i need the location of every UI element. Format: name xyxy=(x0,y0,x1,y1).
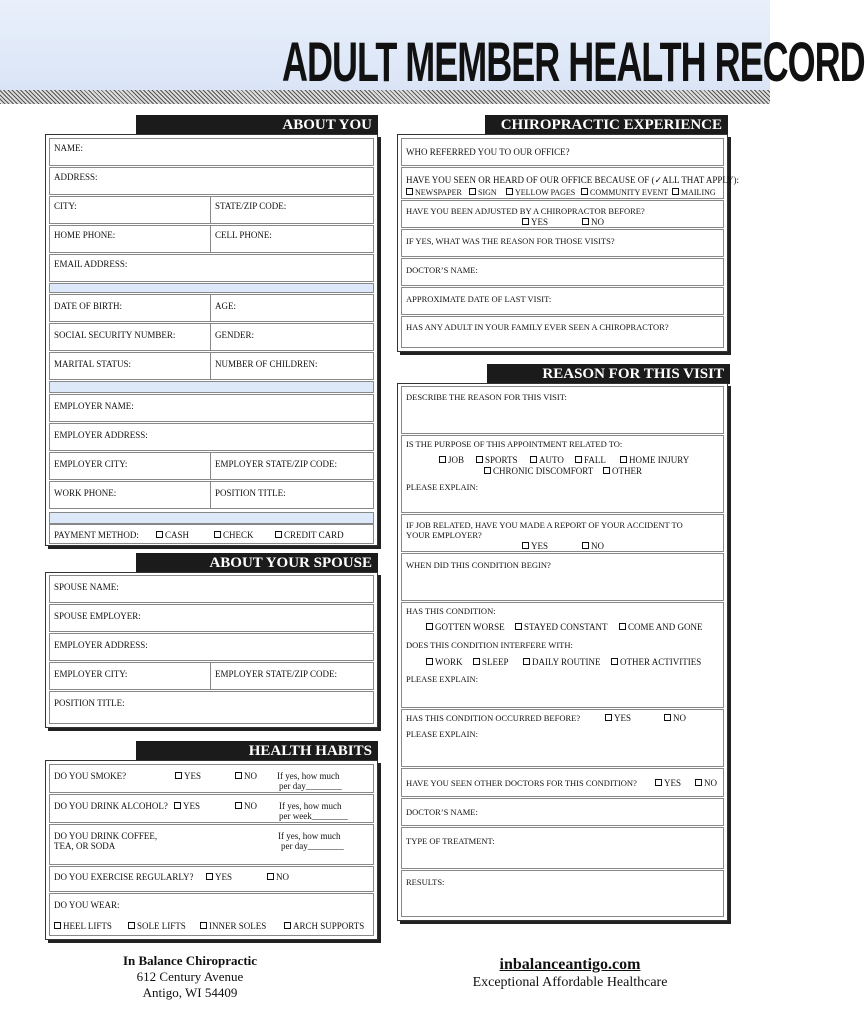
checkbox-icon xyxy=(206,873,213,880)
cash-checkbox[interactable]: CASH xyxy=(156,530,189,541)
exercise-row xyxy=(49,866,374,892)
coffee-per-day[interactable]: per day________ xyxy=(281,841,344,851)
spouse-position-field[interactable] xyxy=(49,691,374,724)
checkbox-icon xyxy=(582,542,589,549)
visit-doctor-field[interactable] xyxy=(401,798,724,826)
exercise-no-checkbox[interactable]: NO xyxy=(267,872,289,883)
smoke-per-day[interactable]: per day________ xyxy=(279,781,342,791)
has-condition-label: HAS THIS CONDITION: xyxy=(406,606,496,616)
purpose-row xyxy=(401,435,724,513)
checkbox-icon xyxy=(476,456,483,463)
chiro-doctor-field[interactable] xyxy=(401,258,724,286)
employer-address-label: EMPLOYER ADDRESS: xyxy=(54,430,148,440)
checkbox-icon xyxy=(522,542,529,549)
checkbox-icon xyxy=(506,188,513,195)
other-doctors-label: HAVE YOU SEEN OTHER DOCTORS FOR THIS CONDITION? xyxy=(406,778,637,788)
spouse-position-label: POSITION TITLE: xyxy=(54,698,125,708)
wear-row xyxy=(49,893,374,936)
name-label: NAME: xyxy=(54,143,83,153)
chiro-experience-heading: CHIROPRACTIC EXPERIENCE xyxy=(485,115,728,135)
checkbox-icon xyxy=(175,772,182,779)
checkbox-icon xyxy=(619,623,626,630)
other-doctors-yes-checkbox[interactable]: YES xyxy=(655,778,681,789)
checkbox-icon xyxy=(581,188,588,195)
come-and-gone-checkbox[interactable]: COME AND GONE xyxy=(619,622,703,633)
dob-label[interactable]: DATE OF BIRTH: xyxy=(54,301,122,311)
divider-band xyxy=(49,512,374,524)
employer-name-field[interactable] xyxy=(49,394,374,422)
smoke-row xyxy=(49,764,374,793)
alcohol-row xyxy=(49,794,374,823)
checkbox-icon xyxy=(439,456,446,463)
exercise-yes-checkbox[interactable]: YES xyxy=(206,872,232,883)
cell-phone-label[interactable]: CELL PHONE: xyxy=(215,230,272,240)
checkbox-icon xyxy=(620,456,627,463)
explain-label[interactable]: PLEASE EXPLAIN: xyxy=(406,674,479,684)
explain-label[interactable]: PLEASE EXPLAIN: xyxy=(406,482,479,492)
community-event-checkbox[interactable]: COMMUNITY EVENT xyxy=(581,187,668,198)
employer-city-row xyxy=(49,452,374,480)
job-report-no-checkbox[interactable]: NO xyxy=(582,541,604,552)
reason-visit-heading: REASON FOR THIS VISIT xyxy=(487,364,730,384)
dob-age-row xyxy=(49,294,374,322)
address-label: ADDRESS: xyxy=(54,172,98,182)
last-visit-label: APPROXIMATE DATE OF LAST VISIT: xyxy=(406,294,552,304)
work-checkbox[interactable]: WORK xyxy=(426,657,463,668)
checkbox-icon xyxy=(672,188,679,195)
children-label[interactable]: NUMBER OF CHILDREN: xyxy=(215,359,318,369)
marital-children-row xyxy=(49,352,374,380)
phone-row xyxy=(49,225,374,253)
employer-state-label[interactable]: EMPLOYER STATE/ZIP CODE: xyxy=(215,459,337,469)
checkbox-icon xyxy=(611,658,618,665)
checkbox-icon xyxy=(473,658,480,665)
checkbox-icon xyxy=(515,623,522,630)
treatment-field[interactable] xyxy=(401,827,724,869)
payment-label: PAYMENT METHOD: xyxy=(54,530,139,540)
checkbox-icon xyxy=(695,779,702,786)
checkbox-icon xyxy=(235,802,242,809)
inner-soles-checkbox[interactable]: INNER SOLES xyxy=(200,921,266,932)
checkbox-icon xyxy=(200,922,207,929)
checkbox-icon xyxy=(523,658,530,665)
job-checkbox[interactable]: JOB xyxy=(439,455,464,466)
sports-checkbox[interactable]: SPORTS xyxy=(476,455,517,466)
other-checkbox[interactable]: OTHER xyxy=(603,466,642,477)
state-zip-label[interactable]: STATE/ZIP CODE: xyxy=(215,201,287,211)
heard-row xyxy=(401,167,740,199)
visit-doctor-label: DOCTOR’S NAME: xyxy=(406,807,478,817)
sole-lifts-checkbox[interactable]: SOLE LIFTS xyxy=(128,921,186,932)
spouse-name-label: SPOUSE NAME: xyxy=(54,582,119,592)
job-report-yes-checkbox[interactable]: YES xyxy=(522,541,548,552)
checkbox-icon xyxy=(575,456,582,463)
spouse-employer-state-label[interactable]: EMPLOYER STATE/ZIP CODE: xyxy=(215,669,337,679)
other-doctors-no-checkbox[interactable]: NO xyxy=(695,778,717,789)
occurred-no-checkbox[interactable]: NO xyxy=(664,713,686,724)
spouse-heading: ABOUT YOUR SPOUSE xyxy=(136,553,378,573)
family-label: HAS ANY ADULT IN YOUR FAMILY EVER SEEN A CHIROPRACTOR? xyxy=(406,322,669,332)
treatment-label: TYPE OF TREATMENT: xyxy=(406,836,495,846)
sleep-checkbox[interactable]: SLEEP xyxy=(473,657,509,668)
alcohol-per-week[interactable]: per week________ xyxy=(279,811,348,821)
home-injury-checkbox[interactable]: HOME INJURY xyxy=(620,455,689,466)
chiro-doctor-label: DOCTOR’S NAME: xyxy=(406,265,478,275)
describe-field[interactable] xyxy=(401,386,724,434)
last-visit-field[interactable] xyxy=(401,287,724,315)
spouse-employer-label: SPOUSE EMPLOYER: xyxy=(54,611,141,621)
interfere-label: DOES THIS CONDITION INTERFERE WITH: xyxy=(406,640,573,650)
checkbox-icon xyxy=(664,714,671,721)
checkbox-icon xyxy=(284,922,291,929)
checkbox-icon xyxy=(530,456,537,463)
occurred-yes-checkbox[interactable]: YES xyxy=(605,713,631,724)
checkbox-icon xyxy=(655,779,662,786)
divider-band xyxy=(49,283,374,293)
purpose-label: IS THE PURPOSE OF THIS APPOINTMENT RELATED TO: xyxy=(406,439,623,449)
begin-field[interactable] xyxy=(401,553,724,601)
adjusted-yes-checkbox[interactable]: YES xyxy=(522,217,548,228)
auto-checkbox[interactable]: AUTO xyxy=(530,455,564,466)
about-you-heading: ABOUT YOU xyxy=(136,115,378,135)
checkbox-icon xyxy=(214,531,221,538)
address-field[interactable] xyxy=(49,167,374,195)
job-report-label-line2: YOUR EMPLOYER? xyxy=(406,530,482,540)
arch-supports-checkbox[interactable]: ARCH SUPPORTS xyxy=(284,921,364,932)
job-report-label-line1: IF JOB RELATED, HAVE YOU MADE A REPORT OF YOUR ACCIDENT TO xyxy=(406,520,683,530)
position-title-label[interactable]: POSITION TITLE: xyxy=(215,488,286,498)
tagline: Exceptional Affordable Healthcare xyxy=(472,975,668,990)
gender-label[interactable]: GENDER: xyxy=(215,330,254,340)
city-state-row xyxy=(49,196,374,224)
visit-reason-field[interactable] xyxy=(401,229,724,257)
daily-routine-checkbox[interactable]: DAILY ROUTINE xyxy=(523,657,601,668)
checkbox-icon xyxy=(426,658,433,665)
employer-address-field[interactable] xyxy=(49,423,374,451)
ssn-label[interactable]: SOCIAL SECURITY NUMBER: xyxy=(54,330,176,340)
other-doctors-row xyxy=(401,768,724,797)
spouse-employer-city-label[interactable]: EMPLOYER CITY: xyxy=(54,669,128,679)
checkbox-icon xyxy=(275,531,282,538)
spouse-employer-city-row xyxy=(49,662,374,690)
city-label[interactable]: CITY: xyxy=(54,201,77,211)
newspaper-checkbox[interactable]: NEWSPAPER xyxy=(406,187,462,198)
checkbox-icon xyxy=(267,873,274,880)
checkbox-icon xyxy=(603,467,610,474)
checkbox-icon xyxy=(235,772,242,779)
heel-lifts-checkbox[interactable]: HEEL LIFTS xyxy=(54,921,112,932)
spouse-employer-address-field[interactable] xyxy=(49,633,374,661)
family-field[interactable] xyxy=(401,316,724,348)
gotten-worse-checkbox[interactable]: GOTTEN WORSE xyxy=(426,622,505,633)
smoke-yes-checkbox[interactable]: YES xyxy=(175,771,201,782)
adjusted-row xyxy=(401,200,724,228)
checkbox-icon xyxy=(128,922,135,929)
divider-band xyxy=(49,381,374,393)
heard-label: HAVE YOU SEEN OR HEARD OF OUR OFFICE BECAUSE OF (✓ALL THAT APPLY): xyxy=(406,175,740,185)
practice-street: 612 Century Avenue xyxy=(136,969,244,984)
begin-label: WHEN DID THIS CONDITION BEGIN? xyxy=(406,560,551,570)
employer-city-label[interactable]: EMPLOYER CITY: xyxy=(54,459,128,469)
alcohol-yes-checkbox[interactable]: YES xyxy=(174,801,200,812)
job-report-row xyxy=(401,514,724,552)
work-phone-row xyxy=(49,481,374,509)
referred-field[interactable] xyxy=(401,138,724,166)
age-label[interactable]: AGE: xyxy=(215,301,236,311)
checkbox-icon xyxy=(582,218,589,225)
smoke-no-checkbox[interactable]: NO xyxy=(235,771,257,782)
checkbox-icon xyxy=(54,922,61,929)
stayed-constant-checkbox[interactable]: STAYED CONSTANT xyxy=(515,622,607,633)
practice-city: Antigo, WI 54409 xyxy=(142,985,238,1000)
document-title: ADULT MEMBER HEALTH RECORD xyxy=(282,30,865,94)
home-phone-label[interactable]: HOME PHONE: xyxy=(54,230,116,240)
email-label: EMAIL ADDRESS: xyxy=(54,259,128,269)
sign-checkbox[interactable]: SIGN xyxy=(469,187,497,198)
health-habits-heading: HEALTH HABITS xyxy=(136,741,378,761)
checkbox-icon xyxy=(469,188,476,195)
checkbox-icon xyxy=(174,802,181,809)
yellow-pages-checkbox[interactable]: YELLOW PAGES xyxy=(506,187,575,198)
checkbox-icon xyxy=(406,188,413,195)
referred-label: WHO REFERRED YOU TO OUR OFFICE? xyxy=(406,147,570,157)
coffee-label-line2: TEA, OR SODA xyxy=(54,841,116,851)
coffee-label-line1: DO YOU DRINK COFFEE, xyxy=(54,831,158,841)
name-field[interactable] xyxy=(49,138,374,166)
exercise-label: DO YOU EXERCISE REGULARLY? xyxy=(54,872,194,882)
work-phone-label[interactable]: WORK PHONE: xyxy=(54,488,117,498)
credit-card-checkbox[interactable]: CREDIT CARD xyxy=(275,530,344,541)
visit-reason-label: IF YES, WHAT WAS THE REASON FOR THOSE VISITS? xyxy=(406,236,615,246)
checkbox-icon xyxy=(522,218,529,225)
condition-row xyxy=(401,602,724,708)
checkbox-icon xyxy=(484,467,491,474)
describe-label: DESCRIBE THE REASON FOR THIS VISIT: xyxy=(406,392,567,402)
alcohol-no-checkbox[interactable]: NO xyxy=(235,801,257,812)
email-field[interactable] xyxy=(49,254,374,282)
ssn-gender-row xyxy=(49,323,374,351)
other-activities-checkbox[interactable]: OTHER ACTIVITIES xyxy=(611,657,701,668)
adjusted-label: HAVE YOU BEEN ADJUSTED BY A CHIROPRACTOR BEFORE? xyxy=(406,206,645,216)
fall-checkbox[interactable]: FALL xyxy=(575,455,606,466)
spouse-employer-field[interactable] xyxy=(49,604,374,632)
checkbox-icon xyxy=(605,714,612,721)
employer-name-label: EMPLOYER NAME: xyxy=(54,401,134,411)
checkbox-icon xyxy=(426,623,433,630)
website-link[interactable]: inbalanceantigo.com xyxy=(499,956,641,973)
alcohol-how-much: If yes, how much xyxy=(279,801,342,811)
payment-row xyxy=(49,524,374,544)
mailing-checkbox[interactable]: MAILING xyxy=(672,187,716,198)
adjusted-no-checkbox[interactable]: NO xyxy=(582,217,604,228)
alcohol-label: DO YOU DRINK ALCOHOL? xyxy=(54,801,168,811)
smoke-how-much: If yes, how much xyxy=(277,771,340,781)
explain-label[interactable]: PLEASE EXPLAIN: xyxy=(406,729,479,739)
occurred-row xyxy=(401,709,724,767)
wear-label: DO YOU WEAR: xyxy=(54,900,120,910)
smoke-label: DO YOU SMOKE? xyxy=(54,771,127,781)
coffee-row xyxy=(49,824,374,865)
check-checkbox[interactable]: CHECK xyxy=(214,530,254,541)
results-field[interactable] xyxy=(401,870,724,917)
marital-label[interactable]: MARITAL STATUS: xyxy=(54,359,131,369)
checkbox-icon xyxy=(156,531,163,538)
results-label: RESULTS: xyxy=(406,877,445,887)
chronic-checkbox[interactable]: CHRONIC DISCOMFORT xyxy=(484,466,593,477)
spouse-name-field[interactable] xyxy=(49,575,374,603)
spouse-employer-address-label: EMPLOYER ADDRESS: xyxy=(54,640,148,650)
practice-name: In Balance Chiropractic xyxy=(122,953,258,968)
occurred-label: HAS THIS CONDITION OCCURRED BEFORE? xyxy=(406,713,581,723)
coffee-how-much: If yes, how much xyxy=(278,831,341,841)
